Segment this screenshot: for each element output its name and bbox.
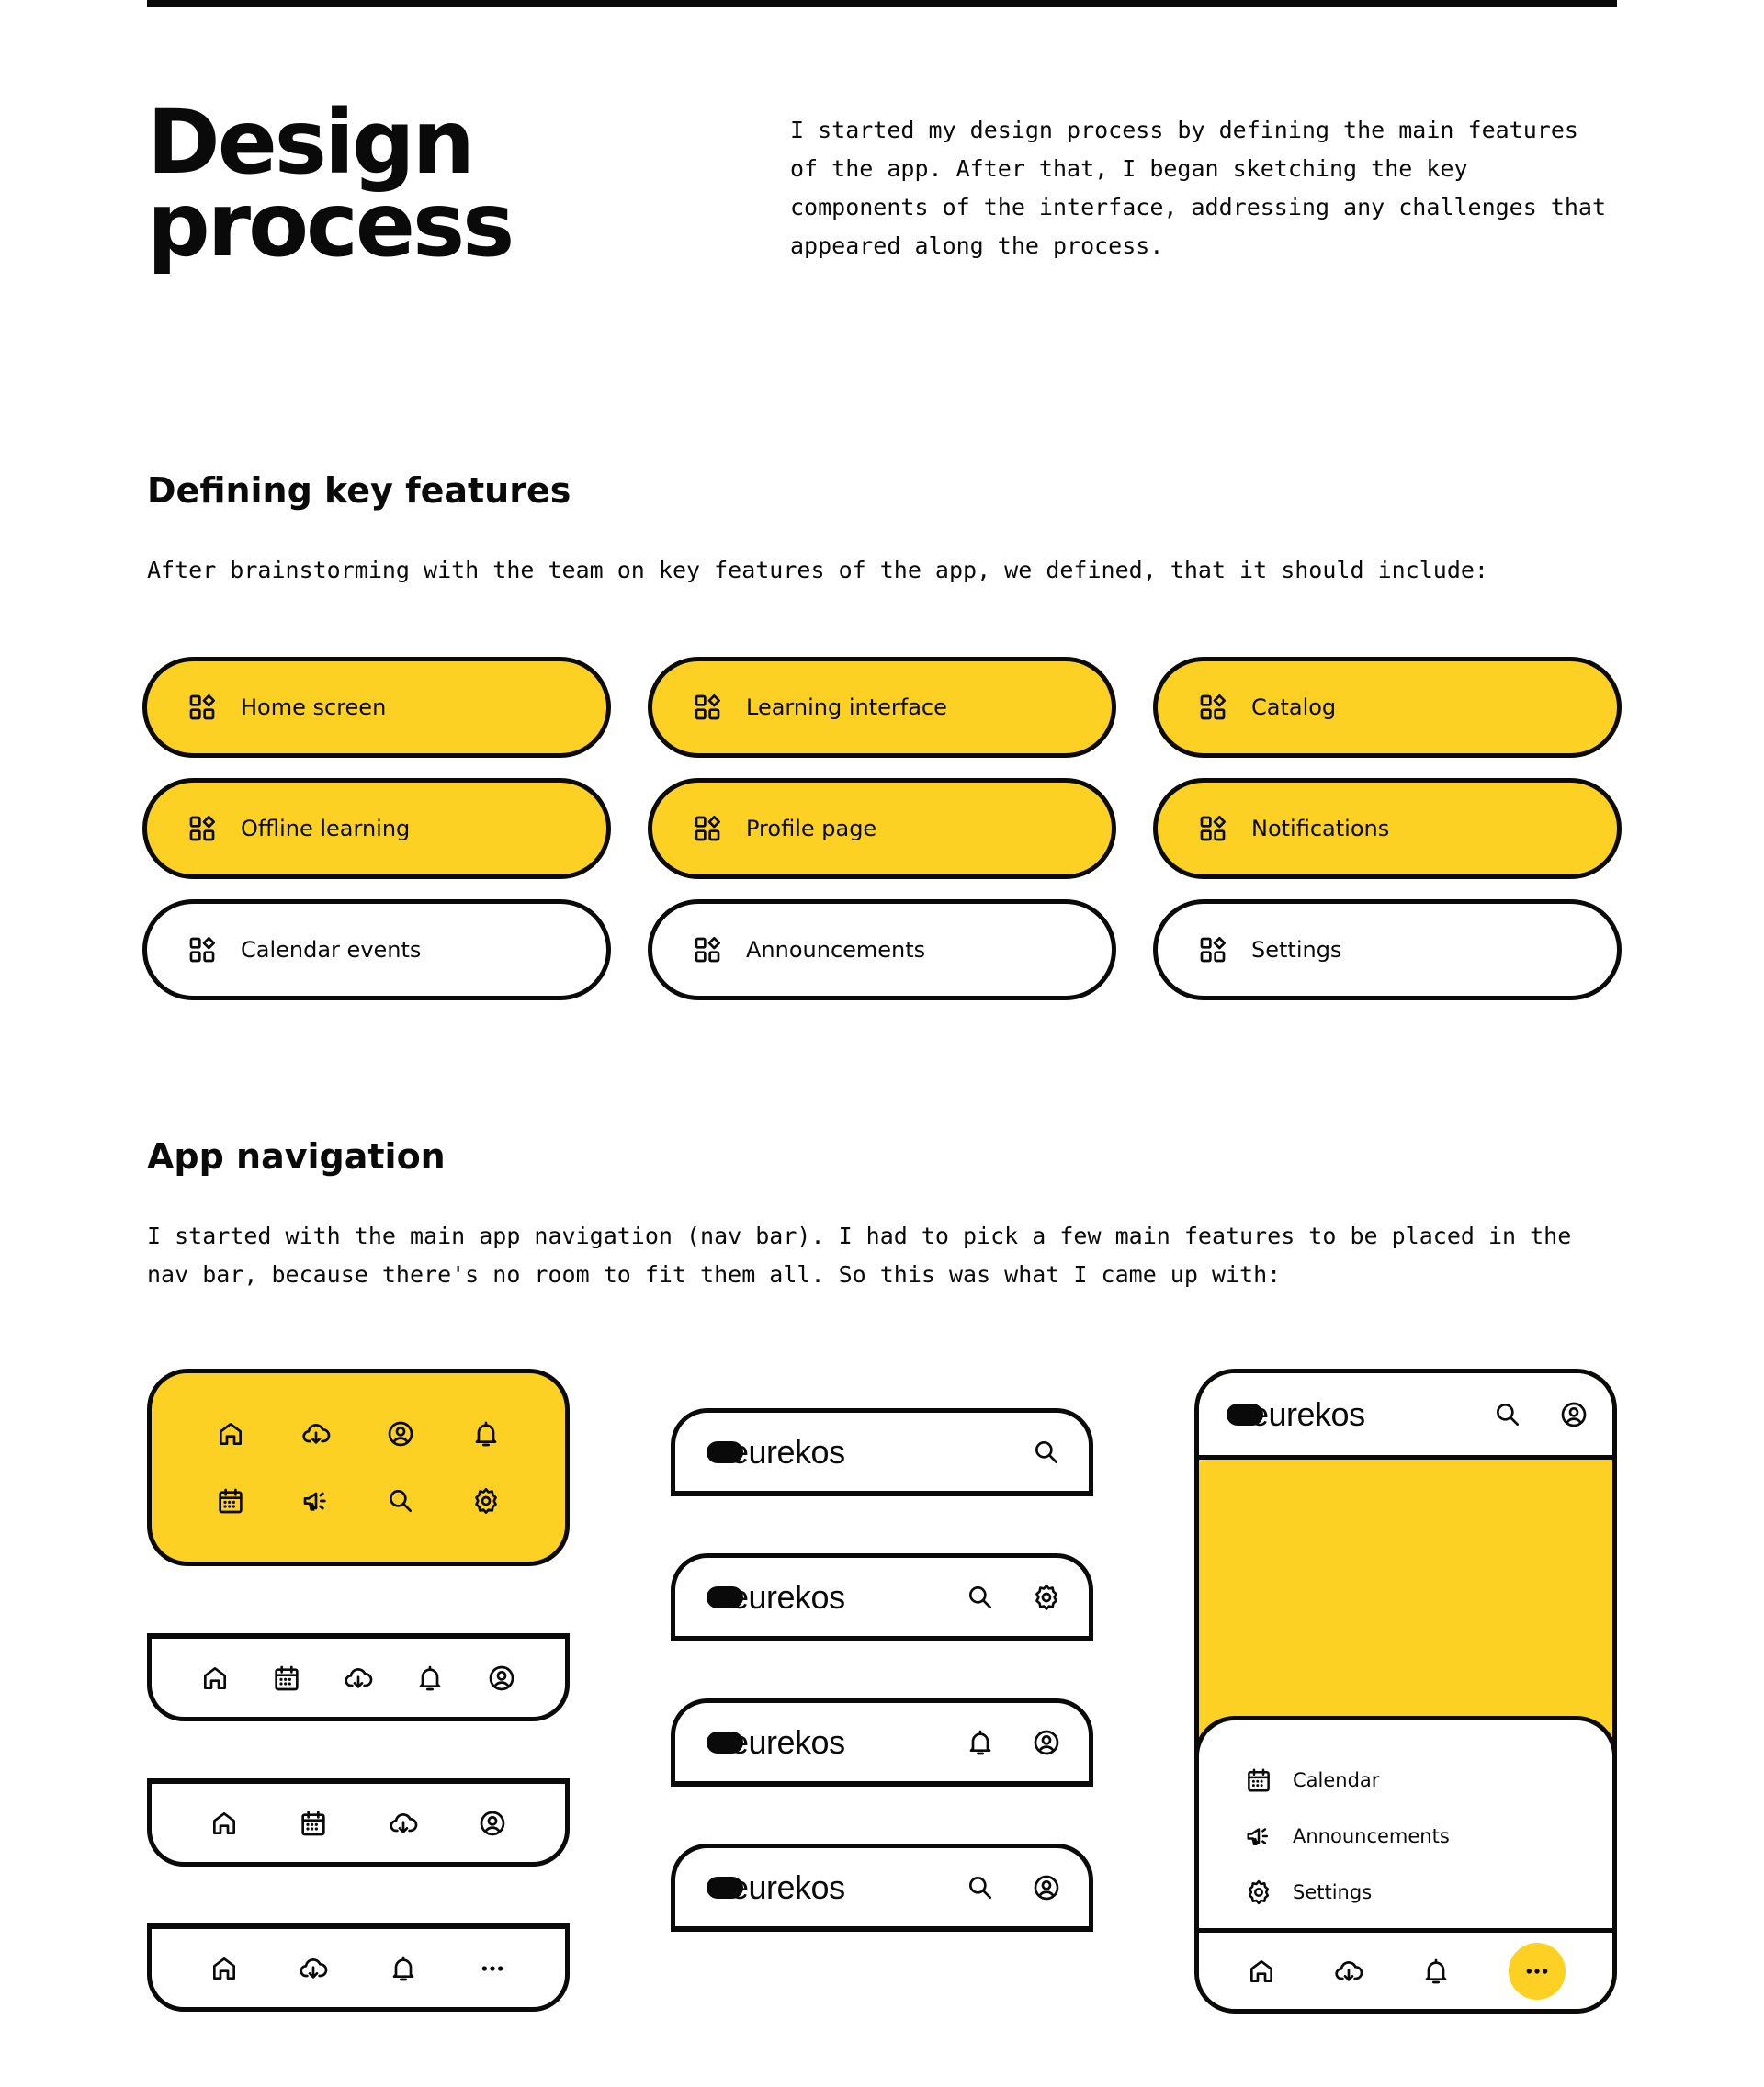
home-icon[interactable]: [209, 1954, 239, 1983]
search-icon[interactable]: [1032, 1438, 1061, 1467]
feature-label: Profile page: [746, 816, 877, 841]
page-title: [147, 91, 513, 276]
phone-app-bar: [1199, 1373, 1612, 1460]
widgets-icon: [1198, 814, 1251, 843]
feature-label: Settings: [1251, 937, 1342, 963]
home-icon[interactable]: [1247, 1957, 1276, 1986]
profile-icon[interactable]: [478, 1809, 507, 1838]
nav-bar-option-2: [147, 1778, 570, 1867]
feature-label: Notifications: [1251, 816, 1390, 841]
nav-bar-option-3: [147, 1923, 570, 2012]
feature-pill: [142, 657, 611, 758]
menu-item-settings[interactable]: [1245, 1864, 1612, 1920]
bell-icon[interactable]: [389, 1954, 418, 1983]
widgets-icon: [1198, 693, 1251, 722]
app-bar-option-2: [671, 1553, 1093, 1641]
widgets-icon: [693, 935, 746, 965]
phone-mockup: [1194, 1369, 1617, 2014]
cloud-download-icon: [274, 1401, 359, 1468]
profile-icon: [358, 1401, 444, 1468]
features-heading: Defining key features: [147, 470, 571, 511]
feature-pill: [648, 778, 1116, 879]
features-intro: After brainstorming with the team on key features of the app, we defined, that it should include:: [147, 557, 1488, 583]
gear-icon: [444, 1468, 529, 1535]
menu-item-label: Calendar: [1293, 1768, 1380, 1791]
widgets-icon: [1198, 935, 1251, 965]
bell-icon[interactable]: [415, 1664, 445, 1693]
navigation-heading: App navigation: [147, 1136, 446, 1177]
feature-pill: [142, 778, 611, 879]
feature-label: Announcements: [746, 937, 926, 963]
calendar-icon[interactable]: [272, 1664, 301, 1693]
widgets-icon: [693, 814, 746, 843]
home-icon[interactable]: [200, 1664, 230, 1693]
nav-bar-option-1: [147, 1633, 570, 1721]
profile-icon[interactable]: [1032, 1873, 1061, 1902]
profile-icon[interactable]: [1559, 1400, 1589, 1429]
more-icon[interactable]: [1522, 1957, 1552, 1986]
feature-label: Learning interface: [746, 694, 947, 720]
home-icon: [188, 1401, 274, 1468]
eurekos-logo: eurekos: [707, 1723, 845, 1762]
widgets-icon: [187, 935, 241, 965]
gear-icon[interactable]: [1032, 1583, 1061, 1612]
calendar-icon: [188, 1468, 274, 1535]
app-bar-option-1: [671, 1408, 1093, 1496]
top-divider: [147, 0, 1617, 7]
title-line-1: Design: [147, 91, 472, 194]
bell-icon[interactable]: [966, 1728, 995, 1757]
megaphone-icon: [1245, 1822, 1293, 1850]
calendar-icon: [1245, 1766, 1293, 1794]
widgets-icon: [693, 693, 746, 722]
eurekos-logo: eurekos: [1227, 1395, 1365, 1434]
search-icon: [358, 1468, 444, 1535]
feature-pill: [648, 657, 1116, 758]
search-icon[interactable]: [966, 1873, 995, 1902]
app-bar-option-3: [671, 1698, 1093, 1787]
more-menu-sheet: [1194, 1716, 1617, 1936]
eurekos-logo: eurekos: [707, 1578, 845, 1617]
eurekos-logo: eurekos: [707, 1433, 845, 1472]
phone-nav-bar: [1199, 1928, 1612, 2009]
feature-pill: [1153, 657, 1622, 758]
gear-icon: [1245, 1878, 1293, 1906]
cloud-download-icon[interactable]: [299, 1954, 328, 1983]
feature-pill: [648, 899, 1116, 1000]
menu-item-label: Settings: [1293, 1880, 1373, 1903]
more-icon[interactable]: [478, 1954, 507, 1983]
feature-label: Home screen: [241, 694, 387, 720]
profile-icon[interactable]: [487, 1664, 516, 1693]
feature-list: [142, 657, 1622, 1000]
nav-icon-set: [147, 1369, 570, 1566]
menu-item-label: Announcements: [1293, 1824, 1450, 1847]
menu-item-announcements[interactable]: [1245, 1808, 1612, 1864]
feature-pill: [142, 899, 611, 1000]
eurekos-logo: eurekos: [707, 1868, 845, 1907]
app-bar-option-4: [671, 1844, 1093, 1932]
home-icon[interactable]: [209, 1809, 239, 1838]
search-icon[interactable]: [1493, 1400, 1522, 1429]
megaphone-icon: [274, 1468, 359, 1535]
feature-label: Catalog: [1251, 694, 1337, 720]
feature-label: Calendar events: [241, 937, 422, 963]
cloud-download-icon[interactable]: [344, 1664, 373, 1693]
menu-item-calendar[interactable]: [1245, 1752, 1612, 1808]
widgets-icon: [187, 814, 241, 843]
cloud-download-icon[interactable]: [1334, 1957, 1363, 1986]
widgets-icon: [187, 693, 241, 722]
profile-icon[interactable]: [1032, 1728, 1061, 1757]
calendar-icon[interactable]: [299, 1809, 328, 1838]
search-icon[interactable]: [966, 1583, 995, 1612]
bell-icon: [444, 1401, 529, 1468]
title-line-2: process: [147, 174, 513, 276]
feature-pill: [1153, 778, 1622, 879]
more-button[interactable]: [1509, 1943, 1566, 2000]
feature-pill: [1153, 899, 1622, 1000]
feature-label: Offline learning: [241, 816, 411, 841]
navigation-intro: I started with the main app navigation (nav bar). I had to pick a few main features to be placed in the nav bar, because there's no room to fit them all. So this was what I came up with:: [147, 1223, 1572, 1288]
bell-icon[interactable]: [1421, 1957, 1451, 1986]
cloud-download-icon[interactable]: [389, 1809, 418, 1838]
intro-paragraph: I started my design process by defining the main features of the app. After that, I began sketching the key components of the interface, addressing any challenges that appeared along the process.: [790, 117, 1607, 259]
